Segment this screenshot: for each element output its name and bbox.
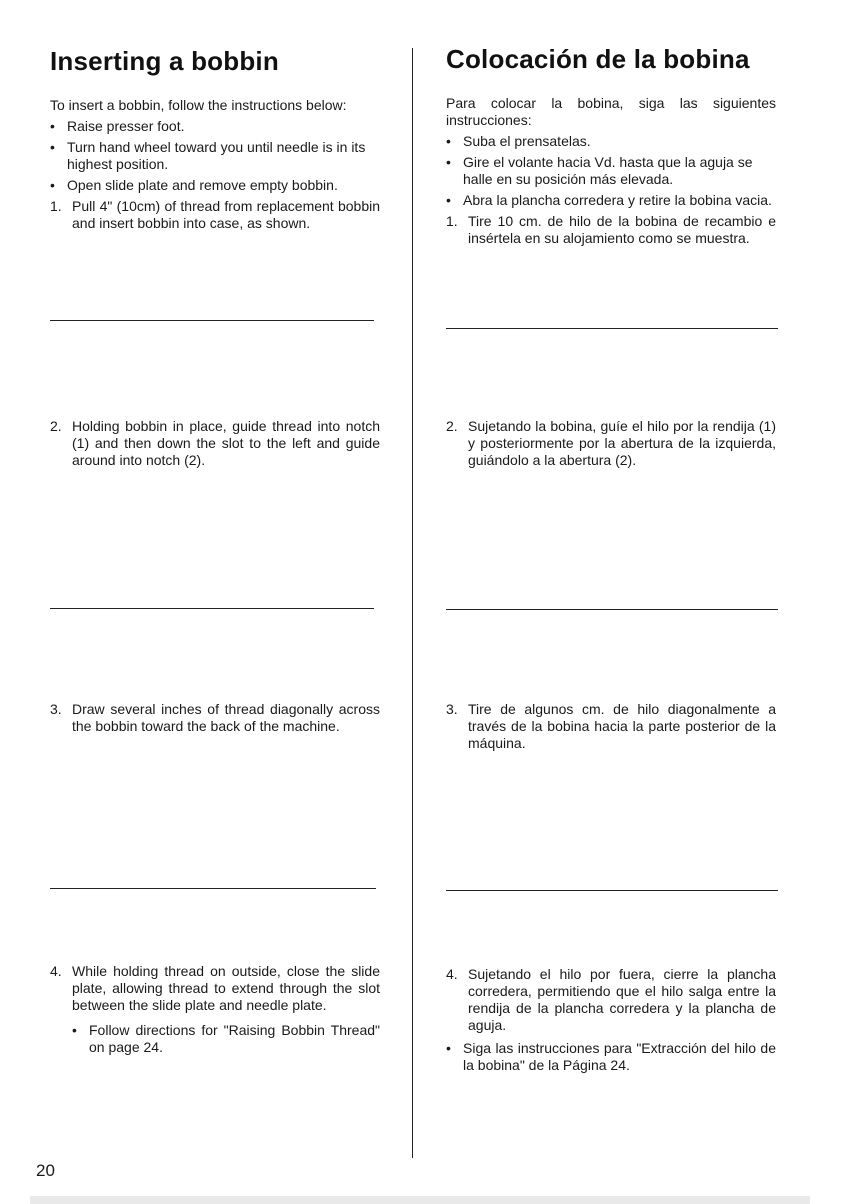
english-title: Inserting a bobbin	[50, 46, 279, 76]
spanish-step-2-block	[446, 418, 776, 469]
english-step-1	[50, 198, 380, 232]
english-step-2	[50, 418, 380, 469]
spanish-divider-3	[446, 890, 778, 891]
spanish-step-4-note: • Siga las instrucciones para "Extracción del hilo de la bobina" de la Página 24.	[446, 1040, 776, 1074]
english-bullet-2: • Turn hand wheel toward you until needle is in its highest position.	[50, 139, 380, 173]
english-divider-2	[50, 608, 374, 609]
english-step-3-number: 3.	[50, 701, 62, 717]
spanish-step-3-text: Tire de algunos cm. de hilo diagonalmente a través de la bobina hacia la parte posterior de la máquina.	[468, 701, 776, 751]
spanish-step-3-block	[446, 701, 776, 752]
spanish-bullet-3: • Abra la plancha corredera y retire la bobina vacia.	[446, 192, 776, 209]
english-intro: To insert a bobbin, follow the instructions below:	[50, 97, 347, 113]
english-step-3-text: Draw several inches of thread diagonally across the bobbin toward the back of the machine.	[72, 701, 380, 734]
bottom-scan-strip	[30, 1196, 810, 1204]
english-step-3	[50, 701, 380, 735]
spanish-step-3	[446, 701, 776, 752]
english-divider-1	[50, 320, 374, 321]
english-step-4-text: While holding thread on outside, close the slide plate, allowing thread to extend through the slot between the slide plate and needle plate.	[72, 963, 380, 1013]
spanish-bullet-2: • Gire el volante hacia Vd. hasta que la aguja se halle en su posición más elevada.	[446, 154, 776, 188]
spanish-step-4-number: 4.	[446, 966, 458, 982]
english-bullet-3: • Open slide plate and remove empty bobbin.	[50, 177, 380, 194]
spanish-step-1-text: Tire 10 cm. de hilo de la bobina de recambio e insértela en su alojamiento como se muestra.	[468, 213, 776, 246]
english-step-1-text: Pull 4" (10cm) of thread from replacement bobbin and insert bobbin into case, as shown.	[72, 198, 380, 231]
spanish-step-2	[446, 418, 776, 469]
spanish-title: Colocación de la bobina	[446, 44, 750, 74]
spanish-intro-block	[446, 95, 776, 247]
english-intro-block	[50, 97, 380, 232]
english-step-2-text: Holding bobbin in place, guide thread into notch (1) and then down the slot to the left and guide around into notch (2).	[72, 418, 380, 468]
spanish-step-2-text: Sujetando la bobina, guíe el hilo por la rendija (1) y posteriormente por la abertura de la izquierda, guiándolo a la abertura (2).	[468, 418, 776, 468]
english-step-2-block	[50, 418, 380, 469]
spanish-step-4-text: Sujetando el hilo por fuera, cierre la plancha corredera, permitiendo que el hilo salga entre la rendija de la plancha corredera y la plancha de aguja.	[468, 966, 776, 1033]
english-step-4-block	[50, 963, 380, 1056]
spanish-divider-2	[446, 609, 778, 610]
spanish-divider-1	[446, 328, 778, 329]
english-step-1-number: 1.	[50, 198, 62, 214]
spanish-bullet-1: • Suba el prensatelas.	[446, 133, 776, 150]
spanish-step-3-number: 3.	[446, 701, 458, 717]
english-step-4-number: 4.	[50, 963, 62, 979]
english-bullet-1: • Raise presser foot.	[50, 118, 380, 135]
page-number: 20	[36, 1161, 55, 1180]
column-divider	[412, 48, 413, 1158]
spanish-step-1-number: 1.	[446, 213, 458, 229]
english-step-3-block	[50, 701, 380, 735]
spanish-step-4	[446, 966, 776, 1034]
spanish-intro: Para colocar la bobina, siga las siguientes instrucciones:	[446, 95, 776, 128]
english-step-2-number: 2.	[50, 418, 62, 434]
english-step-4-note: • Follow directions for "Raising Bobbin Thread" on page 24.	[50, 1022, 380, 1056]
spanish-step-2-number: 2.	[446, 418, 458, 434]
english-divider-3	[50, 888, 376, 889]
spanish-step-4-block	[446, 966, 776, 1074]
spanish-step-1	[446, 213, 776, 247]
english-step-4	[50, 963, 380, 1014]
